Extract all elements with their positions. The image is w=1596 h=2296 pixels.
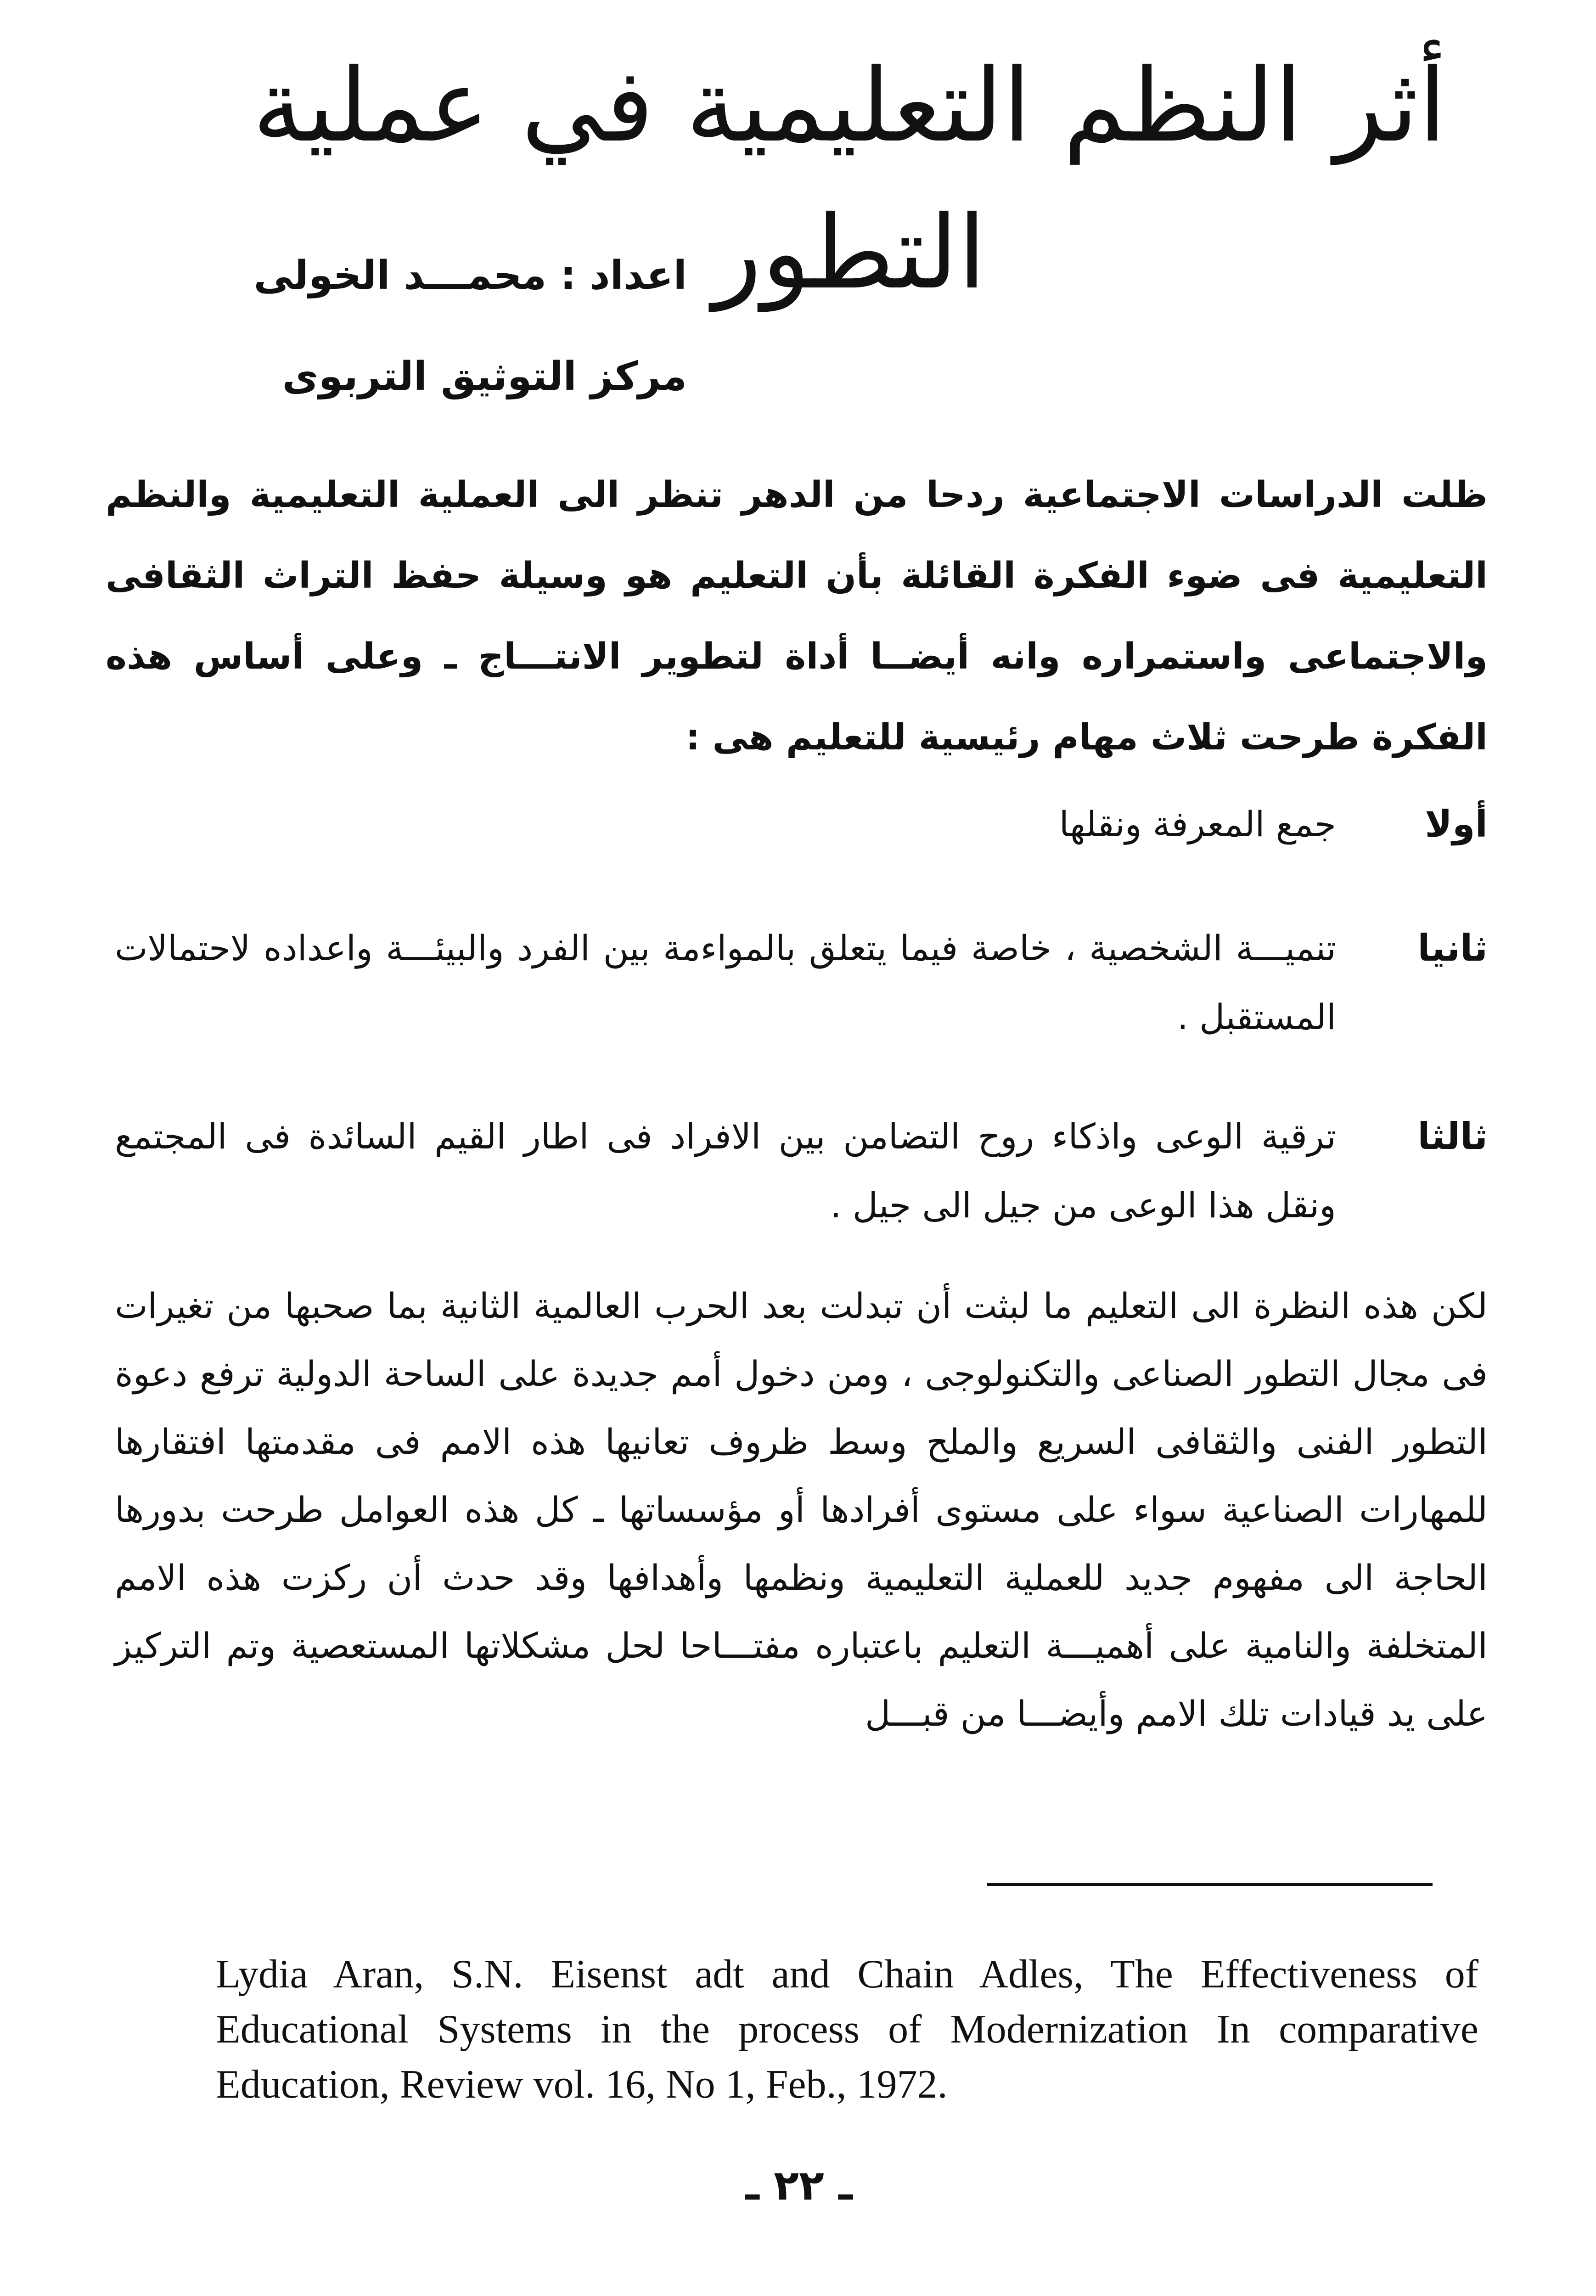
body-paragraph: لكن هذه النظرة الى التعليم ما لبثت أن تبدلت بعد الحرب العالمية الثانية بما صحبها من تغيرات فى مجال التطور الصناعى والتكنولوجى ، ومن دخول أمم جديدة على الساحة الدولية ترفع دعوة التطور الفنى والثقافى السريع والملح وسط ظروف تعانيها هذه الامم فى مقدمتها افتقارها للمهارات الصناعية سواء على مستوى أفرادها أو مؤسساتها ـ كل هذه العوامل طرحت بدورها الحاجة الى مفهوم جديد للعملية التعليمية ونظمها وأهدافها وقد حدث أن ركزت هذه الامم المتخلفة والنامية على أهميـــة التعليم باعتباره مفتـــاحا لحل مشكلاتها المستعصية وتم التركيز على يد قيادات تلك الامم وأيضـــا من قبـــل [115,1285,1488,1734]
list-item-text: جمع المعرفة ونقلها [1059,804,1336,844]
list-item-label: أولا [1425,803,1488,845]
list-item-label: ثالثا [1417,1115,1488,1158]
author-organization: مركز التوثيق التربوى [282,354,687,400]
list-item-text: تنميـــة الشخصية ، خاصة فيما يتعلق بالمواءمة بين الفرد والبيئـــة واعداده لاحتمالات المستقبل . [115,928,1336,1037]
article-title: أثر النظم التعليمية في عملية التطور [252,47,1447,311]
footnote-divider [987,1883,1433,1886]
author-line: اعداد : محمـــد الخولى [253,253,687,298]
intro-paragraph: ظلت الدراسات الاجتماعية ردحا من الدهر تنظر الى العملية التعليمية والنظم التعليمية فى ضوء الفكرة القائلة بأن التعليم هو وسيلة حفظ التراث الثقافى والاجتماعى واستمراره وانه أيضــا أداة لتطوير الانتـــاج ـ وعلى أساس هذه الفكرة طرحت ثلاث مهام رئيسية للتعليم هى : [106,474,1488,758]
footnote-citation: Lydia Aran, S.N. Eisenst adt and Chain Adles, The Effectiveness of Educational Systems in the process of Modernization In comparative Education, Review vol. 16, No 1, Feb., 1972. [216,1952,1478,2107]
list-item-text: ترقية الوعى واذكاء روح التضامن بين الافراد فى اطار القيم السائدة فى المجتمع ونقل هذا الوعى من جيل الى جيل . [115,1116,1336,1226]
page-number: ـ ٢٢ ـ [745,2161,853,2210]
list-item-label: ثانيا [1417,927,1488,969]
